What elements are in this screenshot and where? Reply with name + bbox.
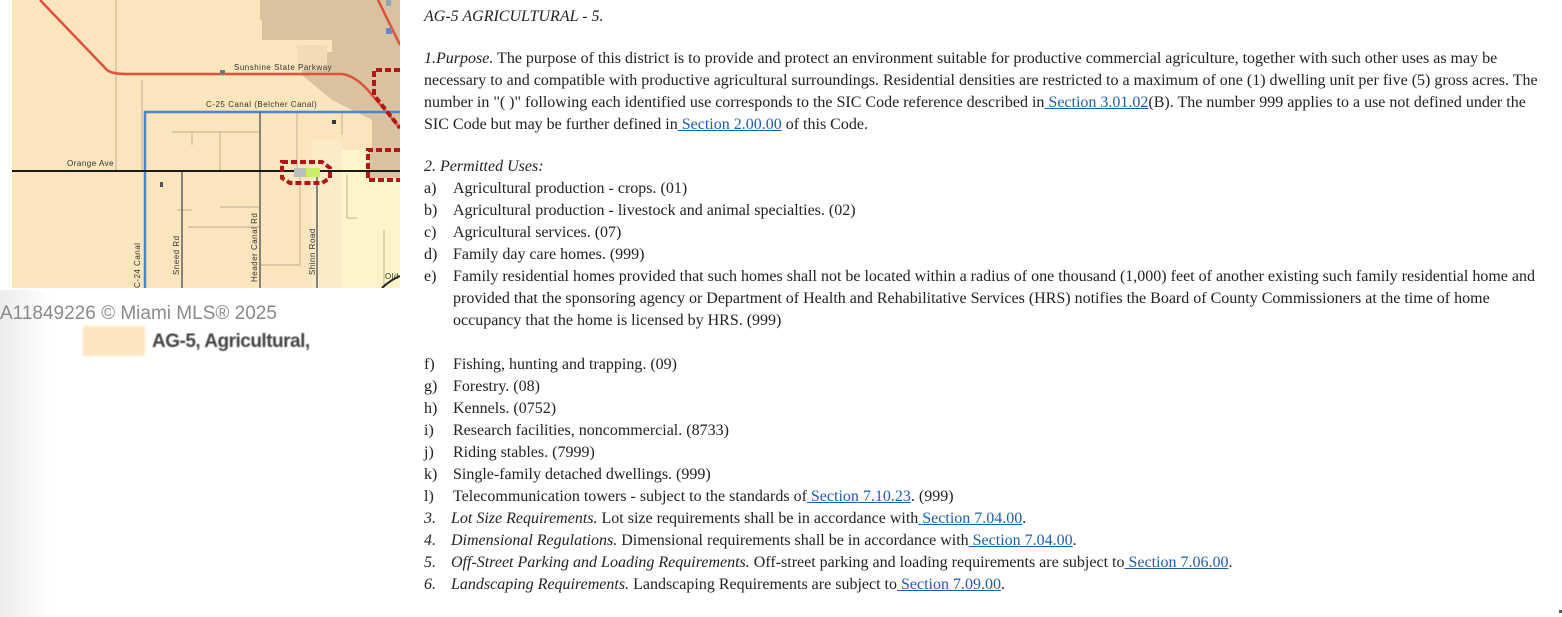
zoning-document (424, 6, 1549, 596)
section-item-lot-size (424, 508, 1549, 530)
section-heading: Off-Street Parking and Loading Requirements. (451, 554, 750, 571)
section-after: . (1000, 576, 1005, 593)
section-body (451, 508, 1026, 530)
list-text: Fishing, hunting and trapping. (09) (453, 356, 677, 373)
permitted-use-item (424, 200, 1549, 222)
purpose-heading: 1.Purpose. (424, 50, 494, 67)
section-after: . (1228, 554, 1233, 571)
list-text: Family residential homes provided that such homes shall not be located within a radius of one thousand (1,000) feet of another existing such family residential home and provided that the sponsoring agency or Department of Health and Rehabilitative Services (HRS) notifies the Board of County Commissioners at the time of home occupancy that the home is licensed by HRS. (999) (453, 268, 1535, 329)
permitted-use-item (424, 420, 1549, 442)
link-section-7-04-00[interactable]: Section 7.04.00 (968, 532, 1073, 549)
list-text: Riding stables. (7999) (453, 444, 595, 461)
list-text: Family day care homes. (999) (453, 246, 645, 263)
section-after: . (1072, 532, 1077, 549)
list-marker: f) (424, 356, 435, 373)
permitted-use-item (424, 442, 1549, 464)
map-label-shinn-road: Shinn Road (308, 228, 317, 275)
map-label-c24-canal: C-24 Canal (133, 242, 142, 288)
map-label-sneed-rd: Sneed Rd (172, 235, 181, 275)
permitted-uses-heading (424, 156, 1549, 178)
spacer (424, 332, 1549, 354)
section-body (451, 574, 1005, 596)
link-section-7-04-00[interactable]: Section 7.04.00 (918, 510, 1023, 527)
section-text: Lot size requirements shall be in accordance with (597, 510, 919, 527)
list-text: Kennels. (0752) (453, 400, 557, 417)
section-marker: 6. (424, 576, 436, 593)
map-label-c25-canal: C-25 Canal (Belcher Canal) (206, 100, 318, 109)
map-label-header-canal-rd: Header Canal Rd (250, 212, 259, 282)
section-heading: Dimensional Regulations. (451, 532, 618, 549)
list-marker: i) (424, 422, 434, 439)
permitted-use-item (424, 266, 1549, 332)
permitted-use-item (424, 354, 1549, 376)
permitted-use-item (424, 244, 1549, 266)
section-item-dimensional (424, 530, 1549, 552)
list-text: Agricultural production - livestock and animal specialties. (02) (453, 202, 856, 219)
list-text: Single-family detached dwellings. (999) (453, 466, 711, 483)
purpose-text-2: (B). The number 999 applies to a use not defined under the SIC Code but may be further defined in (424, 94, 1526, 133)
section-marker: 5. (424, 554, 436, 571)
section-after: . (1022, 510, 1027, 527)
section-body (451, 530, 1077, 552)
list-marker: e) (424, 268, 437, 285)
purpose-text-3: of this Code. (781, 116, 868, 133)
permitted-use-item (424, 222, 1549, 244)
list-text: Research facilities, noncommercial. (8733) (453, 422, 729, 439)
list-marker: a) (424, 180, 437, 197)
list-text-body: Telecommunication towers - subject to the standards of (453, 488, 807, 505)
list-marker: c) (424, 224, 437, 241)
mls-watermark: A11849226 © Miami MLS® 2025 (0, 303, 277, 324)
section-item-parking (424, 552, 1549, 574)
link-section-7-10-23[interactable]: Section 7.10.23 (806, 488, 911, 505)
list-marker: g) (424, 378, 438, 395)
section-text: Dimensional requirements shall be in accordance with (617, 532, 969, 549)
permitted-uses-heading-text: 2. Permitted Uses: (424, 158, 544, 175)
list-text: Agricultural services. (07) (453, 224, 622, 241)
zoning-map (12, 0, 400, 288)
link-section-7-06-00[interactable]: Section 7.06.00 (1124, 554, 1229, 571)
document-title: AG-5 AGRICULTURAL - 5. (424, 8, 604, 25)
permitted-use-item (424, 398, 1549, 420)
list-marker: b) (424, 202, 438, 219)
section-heading: Lot Size Requirements. (451, 510, 598, 527)
section-heading: Landscaping Requirements. (451, 576, 630, 593)
map-graphic (12, 0, 400, 288)
list-marker: d) (424, 246, 438, 263)
purpose-text-1: The purpose of this district is to provide and protect an environment suitable for productive commercial agriculture, together with such other uses as may be necessary to and compatible with productive agricultural surroundings. Residential densities are restricted to a maximum of one (1) dwelling unit per five (5) gross acres. The number in "( )" following each identified use corresponds to the SIC Code reference described in (424, 50, 1538, 111)
permitted-use-item (424, 486, 1549, 508)
section-marker: 4. (424, 532, 436, 549)
list-text (453, 486, 1549, 508)
list-text: Forestry. (08) (453, 378, 540, 395)
list-text-after: . (999) (910, 488, 954, 505)
purpose-paragraph (424, 48, 1549, 136)
map-label-sunshine-parkway: Sunshine State Parkway (234, 63, 333, 72)
section-text: Off-street parking and loading requirements are subject to (749, 554, 1125, 571)
section-body (451, 552, 1232, 574)
link-section-2-00-00[interactable]: Section 2.00.00 (677, 116, 782, 133)
list-marker: k) (424, 466, 438, 483)
permitted-use-item (424, 464, 1549, 486)
section-marker: 3. (424, 510, 436, 527)
left-shade (0, 290, 50, 617)
list-marker: l) (424, 488, 434, 505)
list-text: Agricultural production - crops. (01) (453, 180, 688, 197)
legend-label: AG-5, Agricultural, (152, 331, 310, 352)
list-marker: j) (424, 444, 434, 461)
permitted-use-item (424, 178, 1549, 200)
permitted-use-item (424, 376, 1549, 398)
link-section-7-09-00[interactable]: Section 7.09.00 (896, 576, 1001, 593)
legend-swatch (83, 326, 145, 356)
link-section-3-01-02[interactable]: Section 3.01.02 (1044, 94, 1149, 111)
section-text: Landscaping Requirements are subject to (629, 576, 897, 593)
map-label-orange-ave: Orange Ave (67, 159, 115, 168)
map-label-old: Old (385, 272, 399, 281)
list-marker: h) (424, 400, 438, 417)
section-item-landscaping (424, 574, 1549, 596)
